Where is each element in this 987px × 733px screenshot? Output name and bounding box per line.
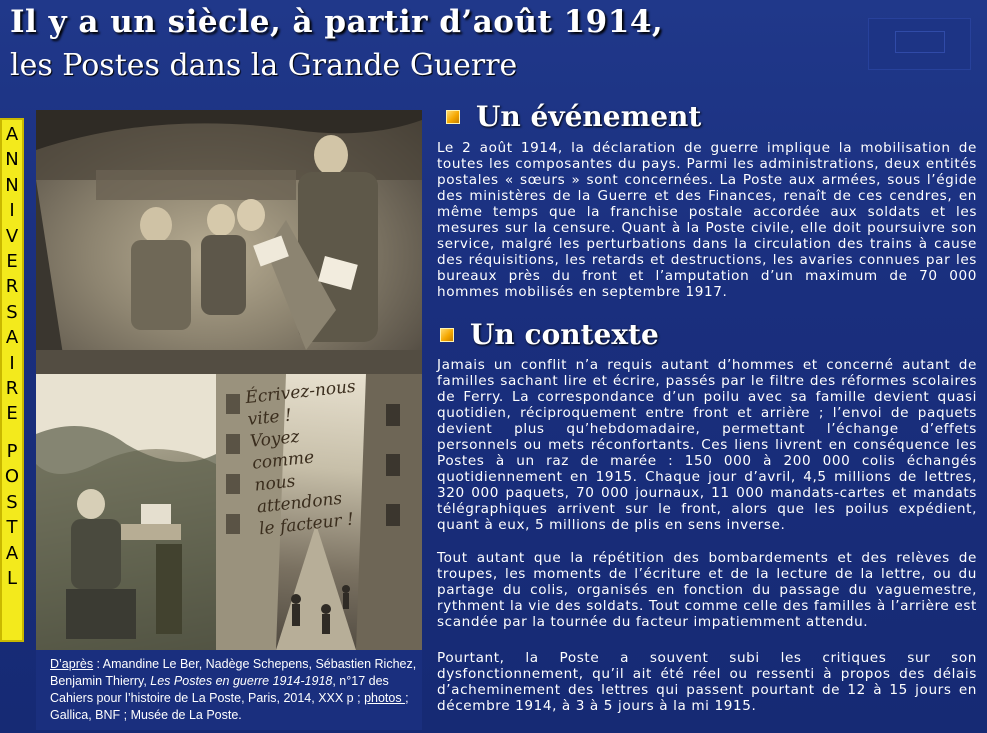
banner-letter: P bbox=[6, 440, 18, 462]
banner-letter: E bbox=[6, 403, 18, 425]
handwritten-line: le facteur ! bbox=[258, 509, 355, 540]
credit-sources: ; Gallica, BNF ; Musée de La Poste. bbox=[50, 691, 409, 722]
banner-letter: I bbox=[9, 352, 15, 374]
banner-letter: A bbox=[5, 327, 19, 349]
context-paragraph-2: Tout autant que la répétition des bombardements et des relèves de troupes, les moments de l’écriture et de la lecture de la lettre, ou du partage du colis, organisés en fonction du passage du vaguemestre, rythment la vie des soldats. Tout comme celle des familles à l’arrière est scandée par la tournée du facteur impatiemment attendu. bbox=[437, 550, 977, 630]
handwritten-line: attendons bbox=[255, 488, 344, 518]
handwritten-line: comme bbox=[251, 447, 316, 474]
handwritten-line: vite ! bbox=[246, 405, 293, 430]
event-paragraph: Le 2 août 1914, la déclaration de guerre implique la mobilisation de toutes les composantes du pays. Parmi les administrations, deux entités postales « sœurs » sont concernées. La Poste aux armées, sous l’égide des ministères de la Guerre et des Finances, renaît de ces cendres, en même temps que la franchise postale accordée aux soldats et les mesures sur la censure. Quant à la Poste civile, elle doit poursuivre son service, malgré les perturbations dans la circulation des trains à cause des réquisitions, les retards et destructions, les avaries connues par les bureaux près du front et l’amputation d’un maximum de 70 000 hommes mobilisés en septembre 1917. bbox=[437, 140, 977, 300]
credit-prefix: D’après bbox=[50, 657, 94, 671]
banner-letter: L bbox=[6, 567, 18, 589]
heading-text: Un événement bbox=[476, 100, 702, 133]
square-bullet-icon bbox=[440, 328, 454, 342]
soldier-writing-photo bbox=[36, 374, 216, 650]
section-heading-event bbox=[446, 100, 701, 133]
trench-mail-illustration bbox=[36, 110, 422, 374]
heading-text: Un contexte bbox=[470, 318, 659, 351]
anniversary-banner bbox=[0, 118, 24, 642]
credit-photos-label: photos bbox=[364, 691, 406, 705]
logo-mark bbox=[895, 31, 945, 53]
banner-letter: R bbox=[5, 276, 19, 298]
banner-letter: N bbox=[5, 174, 19, 196]
section-heading-context bbox=[440, 318, 659, 351]
source-credit bbox=[36, 650, 422, 730]
logo bbox=[868, 18, 971, 70]
banner-letter: A bbox=[5, 542, 19, 564]
postcard-handwritten-caption bbox=[244, 374, 389, 541]
page-title: Il y a un siècle, à partir d’août 1914, bbox=[10, 4, 664, 40]
square-bullet-icon bbox=[446, 110, 460, 124]
handwritten-line: nous bbox=[253, 471, 297, 496]
banner-letter: V bbox=[5, 225, 19, 247]
trench-mail-photo bbox=[36, 110, 422, 374]
handwritten-line: Écrivez-nous bbox=[244, 376, 357, 409]
banner-letter: T bbox=[6, 517, 18, 539]
context-paragraph-1: Jamais un conflit n’a requis autant d’hommes et concerné autant de familles sachant lire et écrire, passés par le filtre des réformes scolaires de Ferry. La correspondance d’un poilu avec sa famille devient quasi quotidien, réciproquement entre front et arrière ; l’envoi de paquets devient plus qu’hebdomadaire, permettant l’échange d’effets personnels ou mets réconfortants. Ces liens livrent en conséquence les Postes à un raz de marée : 150 000 à 200 000 colis échangés quotidiennement en 1915. Chaque jour d’avril, 4,5 millions de lettres, 320 000 paquets, 70 000 journaux, 11 000 mandats-cartes et mandats télégraphiques arrivent sur le front, alors que les poilus expédient, quant à eux, 5 millions de plis en sens inverse. bbox=[437, 357, 977, 533]
credit-publication: , n°17 des Cahiers pour l’histoire de La Poste, Paris, 2014, XXX p ; bbox=[50, 674, 389, 705]
page-subtitle: les Postes dans la Grande Guerre bbox=[10, 48, 518, 83]
credit-authors: : Amandine Le Ber, Nadège Schepens, Sébastien Richez, Benjamin Thierry, bbox=[50, 657, 417, 688]
banner-letter: R bbox=[5, 378, 19, 400]
banner-letter: O bbox=[4, 466, 20, 488]
banner-letter: S bbox=[6, 301, 18, 323]
banner-letter: S bbox=[6, 491, 18, 513]
banner-letter: N bbox=[5, 149, 19, 171]
context-paragraph-3: Pourtant, la Poste a souvent subi les critiques sur son dysfonctionnement, qu’il ait été réel ou ressenti à propos des délais d’acheminement des lettres qui passent pourtant de 12 à 15 jours en décembre 1914, à 3 à 5 jours à la mi 1915. bbox=[437, 650, 977, 714]
handwritten-line: Voyez bbox=[249, 426, 301, 452]
banner-letter: E bbox=[6, 251, 18, 273]
credit-book-title: Les Postes en guerre 1914-1918 bbox=[150, 674, 333, 688]
soldier-writing-illustration bbox=[36, 374, 216, 650]
banner-letter: I bbox=[9, 200, 15, 222]
banner-letter: A bbox=[5, 124, 19, 145]
